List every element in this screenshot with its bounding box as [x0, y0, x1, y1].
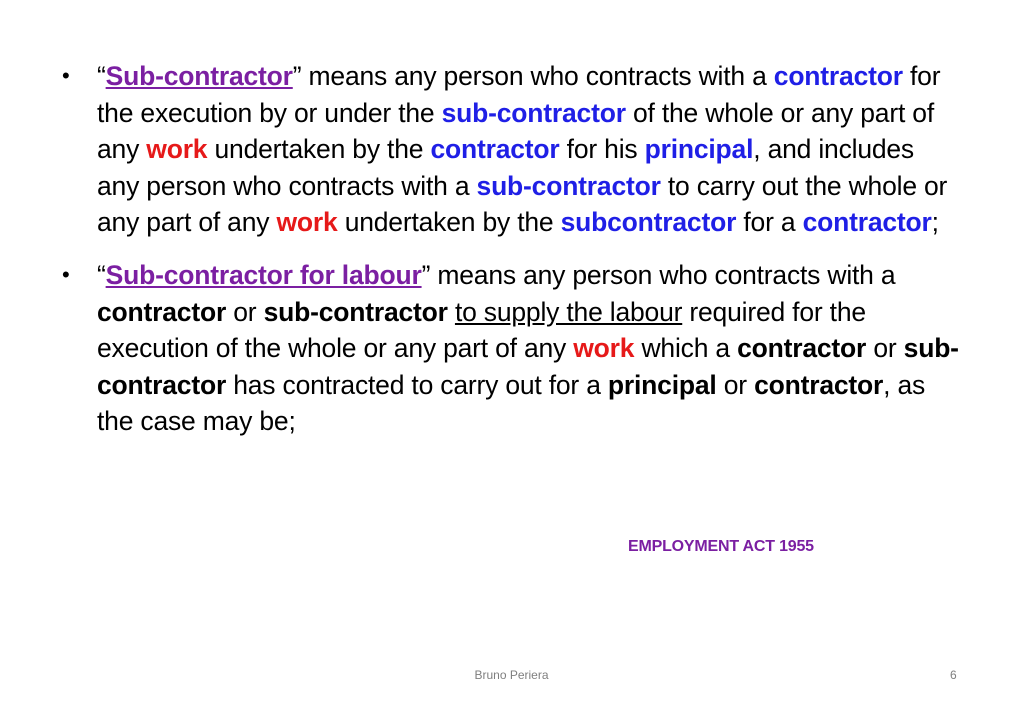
defined-term: Sub-contractor — [105, 61, 293, 91]
bullet-marker: • — [62, 261, 70, 287]
definition-text — [97, 61, 947, 237]
text-run: undertaken by the — [207, 134, 431, 165]
page-number: 6 — [950, 668, 957, 682]
keyword-bold: sub-contractor — [263, 296, 448, 327]
keyword-highlight: sub-contractor — [441, 97, 626, 128]
text-run: to carry out the whole or any part of any — [97, 170, 948, 238]
text-run: ” means any person who contracts with a — [292, 61, 774, 91]
keyword-work: work — [573, 333, 635, 364]
text-run: undertaken by the — [337, 207, 561, 238]
keyword-highlight: principal — [644, 134, 754, 165]
text-run: , and includes any person who contracts with a — [97, 134, 914, 201]
definition-bullet-sub-contractor-for-labour — [62, 257, 962, 440]
keyword-highlight: contractor — [802, 207, 932, 238]
text-run: for the execution by or under the — [97, 61, 941, 128]
keyword-bold: contractor — [737, 333, 867, 364]
text-run: for a — [736, 207, 803, 238]
keyword-bold: contractor — [97, 296, 227, 327]
keyword-bold: principal — [607, 369, 717, 400]
text-run — [448, 297, 455, 327]
slide-body — [62, 58, 962, 440]
source-citation: EMPLOYMENT ACT 1955 — [628, 538, 814, 555]
text-run: , as the case may be; — [97, 369, 926, 437]
keyword-highlight: sub-contractor — [476, 170, 661, 201]
bullet-marker: • — [62, 63, 70, 88]
text-run: for his — [559, 134, 645, 165]
text-run: required for the execution of the whole or any part of any — [97, 296, 866, 364]
underlined-phrase: to supply the labour — [454, 296, 683, 327]
text-run: or — [226, 296, 264, 327]
text-run: ” means any person who contracts with a — [421, 259, 896, 290]
definition-bullet-sub-contractor — [62, 58, 962, 241]
defined-term: Sub-contractor for labour — [105, 259, 422, 290]
text-run: or — [716, 369, 755, 400]
text-run: which a — [634, 333, 738, 364]
definition-text — [97, 260, 959, 436]
text-run: of the whole or any part of any — [97, 97, 934, 165]
keyword-highlight: subcontractor — [560, 207, 737, 238]
keyword-highlight: contractor — [773, 61, 903, 91]
text-run: “ — [97, 259, 106, 290]
keyword-highlight: contractor — [430, 134, 560, 165]
footer-author: Bruno Periera — [474, 668, 549, 682]
text-run: ; — [931, 207, 939, 238]
keyword-work: work — [276, 207, 338, 238]
text-run: or — [866, 333, 904, 364]
keyword-bold: sub-contractor — [97, 333, 959, 400]
keyword-bold: contractor — [754, 369, 884, 400]
keyword-work: work — [146, 134, 208, 165]
text-run: has contracted to carry out for a — [226, 369, 608, 400]
text-run: “ — [97, 61, 106, 91]
